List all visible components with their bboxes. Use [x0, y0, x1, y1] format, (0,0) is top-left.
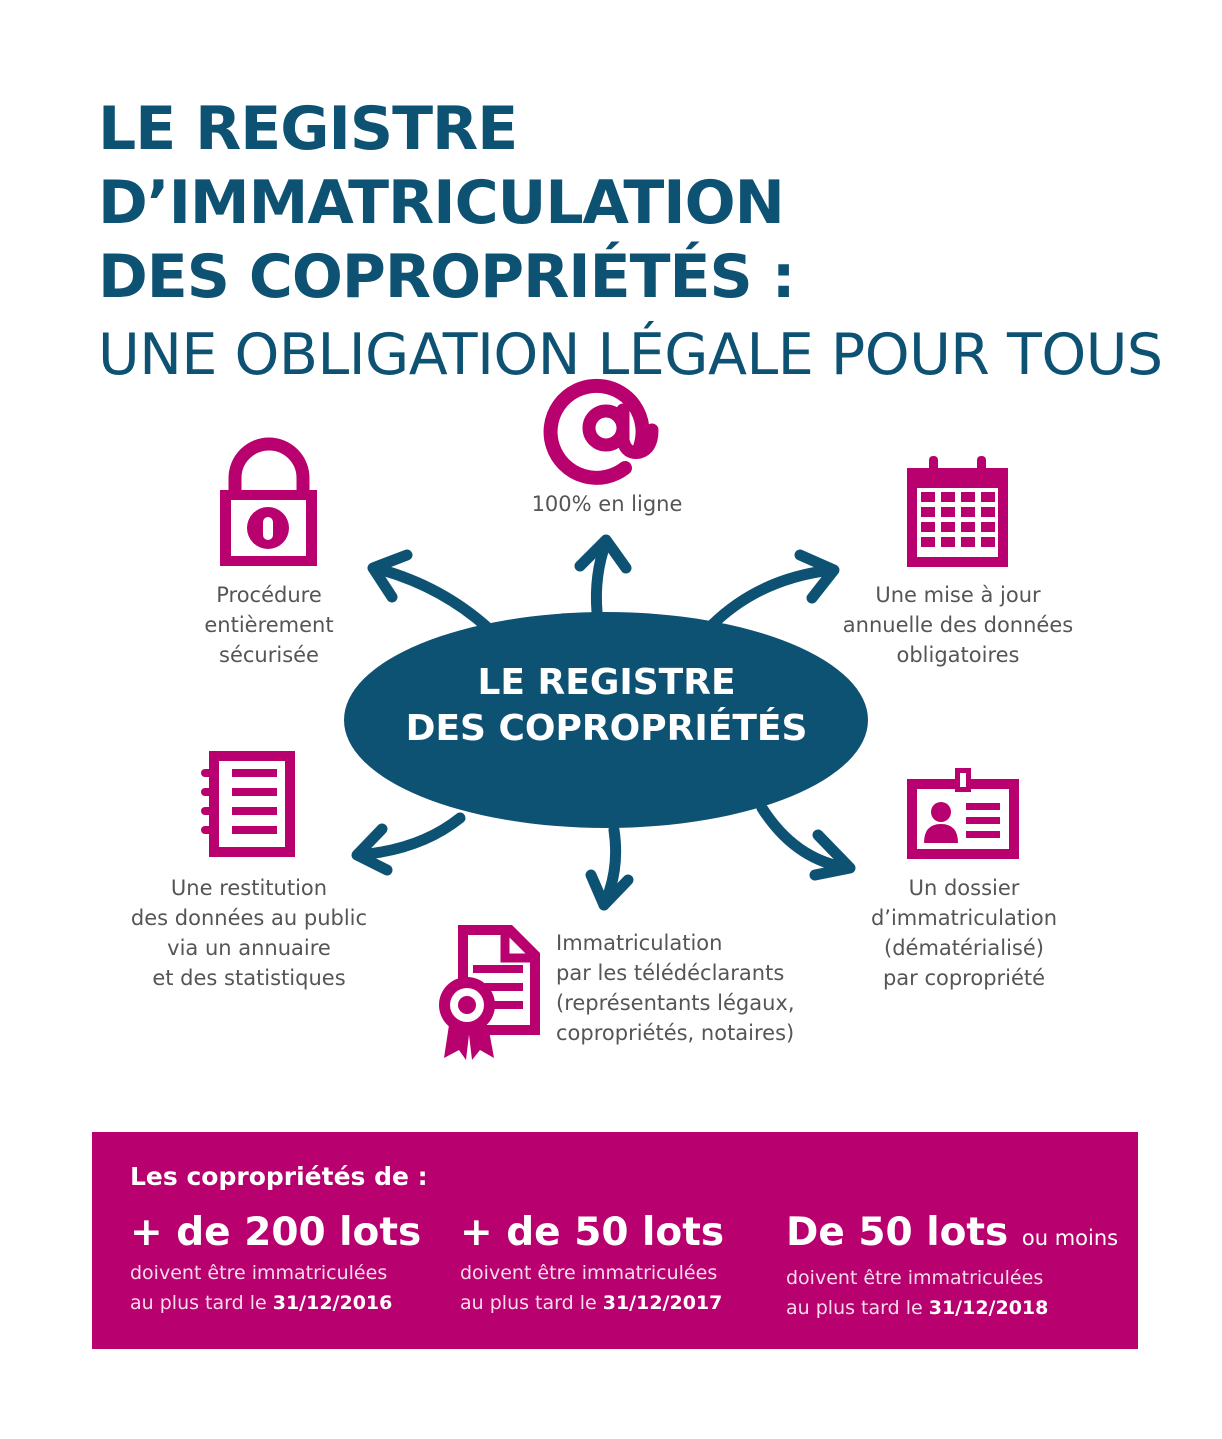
padlock-icon: [220, 444, 317, 566]
label-secure-line: entièrement: [204, 613, 334, 637]
deadline-line-1: doivent être immatriculées: [460, 1262, 718, 1284]
deadline-line-2: [786, 1293, 1118, 1323]
center-title: [344, 660, 869, 752]
label-update: [818, 580, 1098, 670]
label-public-line: via un annuaire: [167, 936, 331, 960]
deadline-line-2: [460, 1288, 724, 1318]
certificate-document-icon: [439, 925, 540, 1060]
deadline-date: 31/12/2016: [272, 1292, 393, 1314]
label-public-line: et des statistiques: [152, 966, 346, 990]
label-online-line: 100% en ligne: [531, 492, 683, 516]
arrow-down-left: [357, 818, 460, 870]
deadline-date: 31/12/2018: [928, 1297, 1049, 1319]
deadline-headline-text: De 50 lots: [786, 1210, 1009, 1255]
title-line-2: DES COPROPRIÉTÉS :: [98, 242, 795, 312]
label-declarants-line: copropriétés, notaires): [556, 1021, 795, 1045]
id-badge-icon: [907, 768, 1019, 859]
label-dossier-line: d’immatriculation: [870, 906, 1058, 930]
label-declarants-line: par les télédéclarants: [556, 961, 785, 985]
label-update-line: Une mise à jour: [875, 583, 1041, 607]
label-online: [507, 489, 707, 519]
label-secure: [169, 580, 369, 670]
title-line-3: UNE OBLIGATION LÉGALE POUR TOUS: [98, 322, 1163, 388]
label-declarants: [556, 928, 836, 1048]
deadline-date: 31/12/2017: [602, 1292, 723, 1314]
arrow-down: [591, 830, 628, 905]
arrow-down-right: [762, 808, 850, 875]
label-declarants-line: Immatriculation: [556, 931, 723, 955]
deadline-prefix: au plus tard le: [460, 1292, 603, 1314]
deadline-prefix: au plus tard le: [786, 1297, 929, 1319]
banner-intro: Les copropriétés de :: [130, 1162, 428, 1191]
center-title-line-1: LE REGISTRE: [477, 662, 736, 703]
notebook-icon: [201, 751, 295, 857]
deadline-headline: [786, 1208, 1118, 1263]
deadline-headline-text: + de 200 lots: [130, 1210, 422, 1255]
label-secure-line: sécurisée: [219, 643, 319, 667]
deadline-line-2: [130, 1288, 421, 1318]
deadline-banner: [92, 1132, 1138, 1349]
deadline-headline-text: + de 50 lots: [460, 1210, 725, 1255]
deadline-headline-suffix: ou moins: [1021, 1226, 1119, 1250]
label-update-line: obligatoires: [896, 643, 1020, 667]
label-dossier: [834, 873, 1094, 993]
deadline-line-1: doivent être immatriculées: [786, 1267, 1044, 1289]
center-title-line-2: DES COPROPRIÉTÉS: [405, 708, 808, 749]
calendar-icon: [907, 456, 1008, 567]
label-declarants-line: (représentants légaux,: [556, 991, 795, 1015]
deadline-item: [460, 1208, 724, 1318]
label-public-line: Une restitution: [170, 876, 328, 900]
deadline-item: [786, 1208, 1118, 1323]
at-sign-icon: [551, 386, 652, 478]
label-dossier-line: par copropriété: [882, 966, 1046, 990]
deadline-prefix: au plus tard le: [130, 1292, 273, 1314]
label-secure-line: Procédure: [216, 583, 322, 607]
deadline-headline: [460, 1208, 724, 1258]
arrow-up: [580, 540, 626, 612]
deadline-item: [130, 1208, 421, 1318]
label-update-line: annuelle des données: [842, 613, 1074, 637]
arrow-up-left: [373, 555, 488, 628]
arrow-up-right: [712, 555, 834, 625]
label-dossier-line: (dématérialisé): [884, 936, 1044, 960]
label-dossier-line: Un dossier: [908, 876, 1020, 900]
title-line-1: LE REGISTRE D’IMMATRICULATION: [98, 94, 784, 238]
deadline-line-1: doivent être immatriculées: [130, 1262, 388, 1284]
deadline-headline: [130, 1208, 421, 1258]
label-public: [109, 873, 389, 993]
label-public-line: des données au public: [130, 906, 368, 930]
